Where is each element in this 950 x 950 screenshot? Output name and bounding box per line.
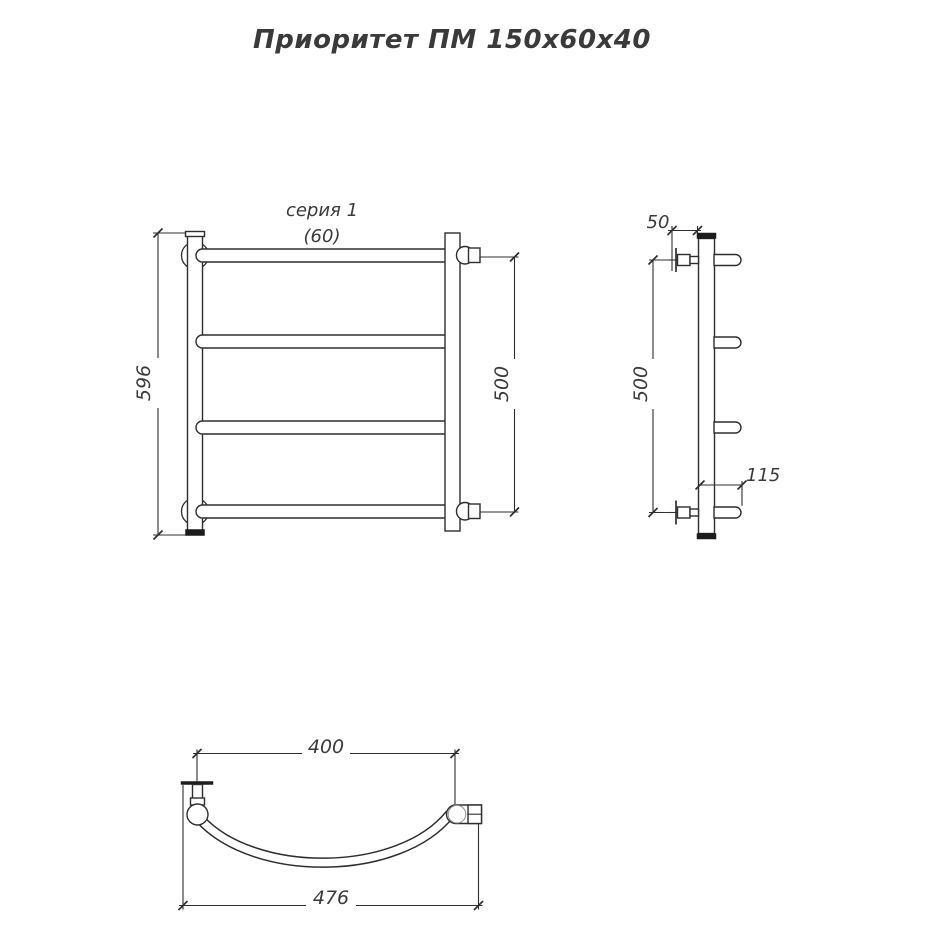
dimension-500-front: [480, 253, 519, 517]
plan-wall-bracket: [181, 782, 213, 826]
wall-bracket-top: [668, 248, 699, 272]
bracket-neck: [690, 257, 699, 264]
bracket-stem: [193, 785, 203, 800]
side-view: [630, 212, 780, 539]
dim-500-front-label: 500: [491, 365, 513, 403]
dim-476-label: 476: [312, 887, 350, 909]
dim-596-label: 596: [133, 364, 155, 402]
towel-bar: [196, 335, 450, 348]
pipe-fitting-bottom: [457, 503, 481, 521]
dimension-596: [133, 229, 187, 540]
towel-bar: [196, 421, 450, 434]
bar-stub: [714, 337, 741, 348]
towel-bar: [196, 505, 450, 518]
pipe-fitting-top: [457, 247, 481, 265]
series-label: серия 1: [285, 200, 359, 221]
bracket-ball: [187, 804, 208, 825]
dim-50-label: 50: [646, 212, 670, 233]
rail-profile: [699, 239, 715, 534]
dimension-400: [193, 736, 460, 804]
curved-bar-outer: [200, 814, 450, 863]
dimension-476: [179, 785, 484, 910]
rail-top-cap: [697, 233, 716, 239]
fitting-nut: [469, 504, 481, 519]
dim-400-label: 400: [307, 736, 345, 758]
bracket-neck: [690, 509, 699, 516]
towel-bar: [196, 249, 450, 262]
bar-stub: [714, 422, 741, 433]
drawing-title: Приоритет ПМ 150x60x40: [253, 25, 651, 55]
bracket-body: [678, 255, 691, 266]
dim-500-side-label: 500: [630, 365, 652, 403]
fitting-nut: [469, 248, 481, 263]
bar-stub: [714, 255, 741, 266]
left-rail-bottom-cap: [186, 530, 205, 536]
left-rail-top-cap: [186, 232, 205, 237]
bracket-body: [678, 507, 691, 518]
rail-bottom-cap: [697, 534, 716, 540]
front-view: [133, 200, 519, 540]
bottom-view: [179, 736, 484, 910]
plan-elbow-fitting: [447, 805, 482, 824]
left-rail: [188, 235, 203, 531]
right-rail: [445, 233, 460, 531]
dim-115-label: 115: [746, 465, 781, 486]
bar-spacing-label: (60): [303, 226, 341, 247]
dimension-500-side: [630, 256, 676, 518]
bar-stub: [714, 507, 741, 518]
wall-bracket-bottom: [668, 501, 699, 525]
